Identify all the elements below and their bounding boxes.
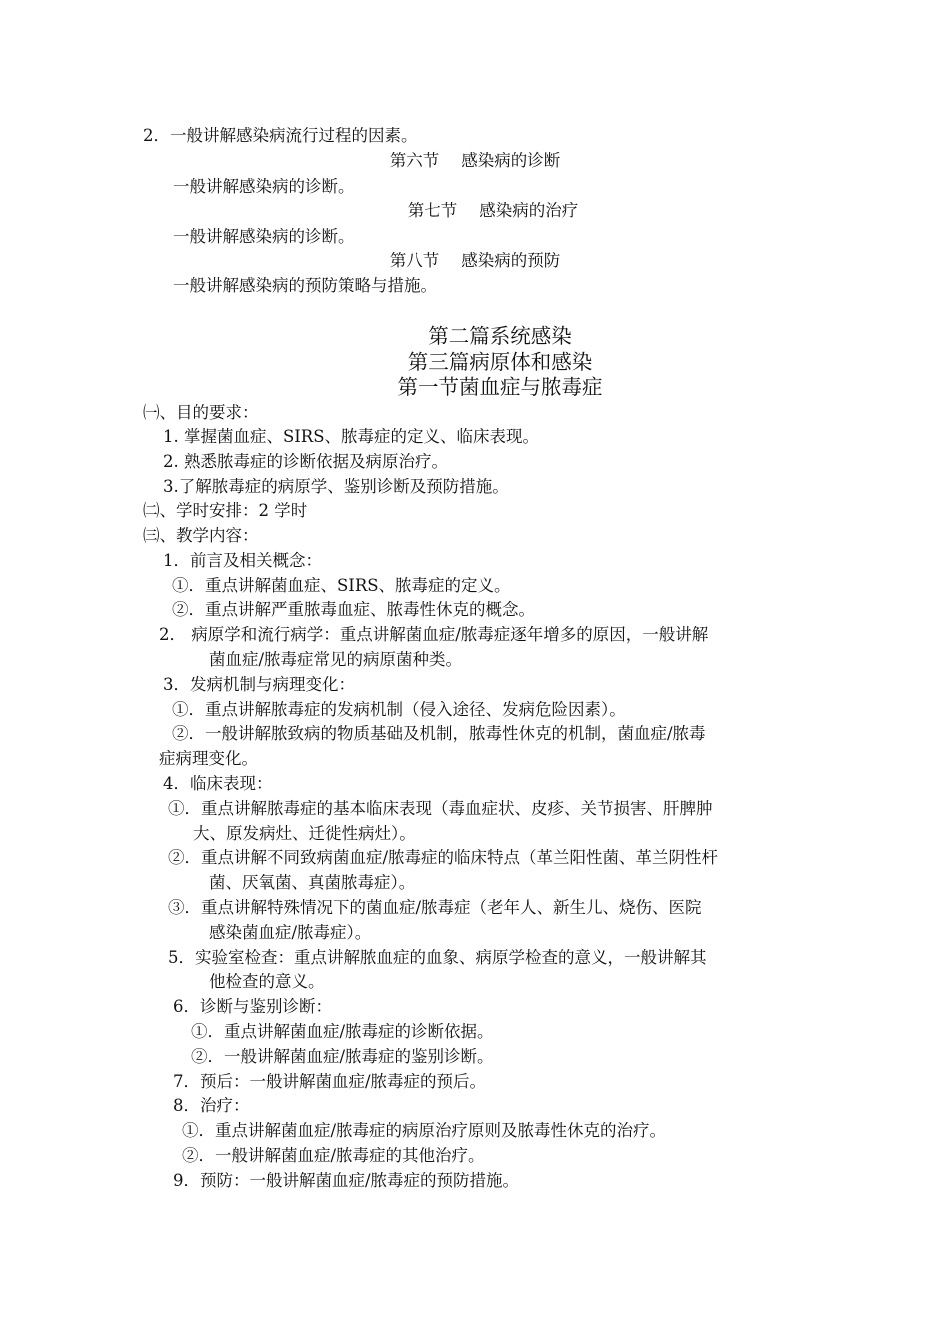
- intro-item-2: 2．一般讲解感染病流行过程的因素。: [143, 126, 418, 145]
- content-item-1b: ②．重点讲解严重脓毒血症、脓毒性休克的概念。: [172, 600, 535, 619]
- section-6-number: 第六节: [389, 151, 440, 170]
- section-6-title: 感染病的诊断: [461, 151, 561, 170]
- content-item-3a: ①．重点讲解脓毒症的发病机制（侵入途径、发病危险因素）。: [172, 700, 626, 719]
- part-2-heading: 第二篇系统感染: [428, 324, 572, 348]
- content-item-6: 6．诊断与鉴别诊断：: [173, 997, 332, 1016]
- content-item-4b-line-1: ②．重点讲解不同致病菌血症/脓毒症的临床特点（革兰阳性菌、革兰阴性杆: [168, 848, 719, 867]
- content-item-4a-line-1: ①．重点讲解脓毒症的基本临床表现（毒血症状、皮疹、关节损害、肝脾肿: [168, 799, 713, 818]
- content-item-8a: ①．重点讲解菌血症/脓毒症的病原治疗原则及脓毒性休克的治疗。: [182, 1121, 667, 1140]
- section-6-body: 一般讲解感染病的诊断。: [173, 177, 355, 196]
- content-item-6b: ②．一般讲解菌血症/脓毒症的鉴别诊断。: [191, 1047, 494, 1066]
- section-7-title: 感染病的治疗: [479, 201, 579, 220]
- section-8-body: 一般讲解感染病的预防策略与措施。: [173, 276, 437, 295]
- section-1-heading: 第一节菌血症与脓毒症: [397, 375, 603, 399]
- content-item-6a: ①．重点讲解菌血症/脓毒症的诊断依据。: [191, 1022, 494, 1041]
- section-8-heading: [0, 249, 950, 273]
- content-item-4c-line-2: 感染菌血症/脓毒症）。: [209, 923, 372, 942]
- objective-item-3: 3.了解脓毒症的病原学、鉴别诊断及预防措施。: [163, 477, 509, 496]
- content-item-2-line-2: 菌血症/脓毒症常见的病原菌种类。: [209, 650, 463, 669]
- content-item-5-line-1: 5．实验室检查：重点讲解脓血症的血象、病原学检查的意义，一般讲解其: [168, 948, 707, 967]
- section-6-heading: [0, 149, 950, 173]
- content-item-3b-line-1: ②．一般讲解脓致病的物质基础及机制，脓毒性休克的机制，菌血症/脓毒: [172, 724, 706, 743]
- part-3-heading: 第三篇病原体和感染: [407, 350, 593, 374]
- section-7-body: 一般讲解感染病的诊断。: [173, 227, 355, 246]
- content-item-3b-line-2: 症病理变化。: [159, 749, 258, 768]
- objective-item-1: 1. 掌握菌血症、SIRS、脓毒症的定义、临床表现。: [163, 427, 540, 446]
- section-8-number: 第八节: [389, 251, 440, 270]
- content-item-8: 8．治疗：: [173, 1096, 250, 1115]
- content-item-4: 4．临床表现：: [163, 774, 273, 793]
- content-item-4c-line-1: ③．重点讲解特殊情况下的菌血症/脓毒症（老年人、新生儿、烧伤、医院: [168, 898, 702, 917]
- content-label: ㈢、教学内容：: [143, 526, 259, 545]
- content-item-4a-line-2: 大、原发病灶、迁徙性病灶）。: [193, 824, 416, 843]
- objectives-label: ㈠、目的要求：: [143, 403, 259, 422]
- section-7-number: 第七节: [407, 201, 458, 220]
- content-item-3: 3．发病机制与病理变化：: [163, 675, 355, 694]
- content-item-1: 1．前言及相关概念：: [163, 551, 322, 570]
- content-item-7: 7．预后：一般讲解菌血症/脓毒症的预后。: [173, 1072, 487, 1091]
- schedule-line: [143, 499, 307, 523]
- content-item-8b: ②．一般讲解菌血症/脓毒症的其他治疗。: [182, 1146, 485, 1165]
- content-item-1a: ①．重点讲解菌血症、SIRS、脓毒症的定义。: [172, 576, 511, 595]
- schedule-value: 2 学时: [258, 501, 308, 520]
- section-8-title: 感染病的预防: [461, 251, 561, 270]
- content-item-5-line-2: 他检查的意义。: [209, 972, 325, 991]
- content-item-9: 9．预防：一般讲解菌血症/脓毒症的预防措施。: [173, 1171, 520, 1190]
- content-item-2-line-1: 2． 病原学和流行病学：重点讲解菌血症/脓毒症逐年增多的原因，一般讲解: [159, 625, 709, 644]
- content-item-4b-line-2: 菌、厌氧菌、真菌脓毒症）。: [209, 873, 416, 892]
- section-7-heading: [0, 199, 950, 223]
- objective-item-2: 2. 熟悉脓毒症的诊断依据及病原治疗。: [163, 452, 448, 471]
- schedule-label: ㈡、学时安排：: [143, 501, 259, 520]
